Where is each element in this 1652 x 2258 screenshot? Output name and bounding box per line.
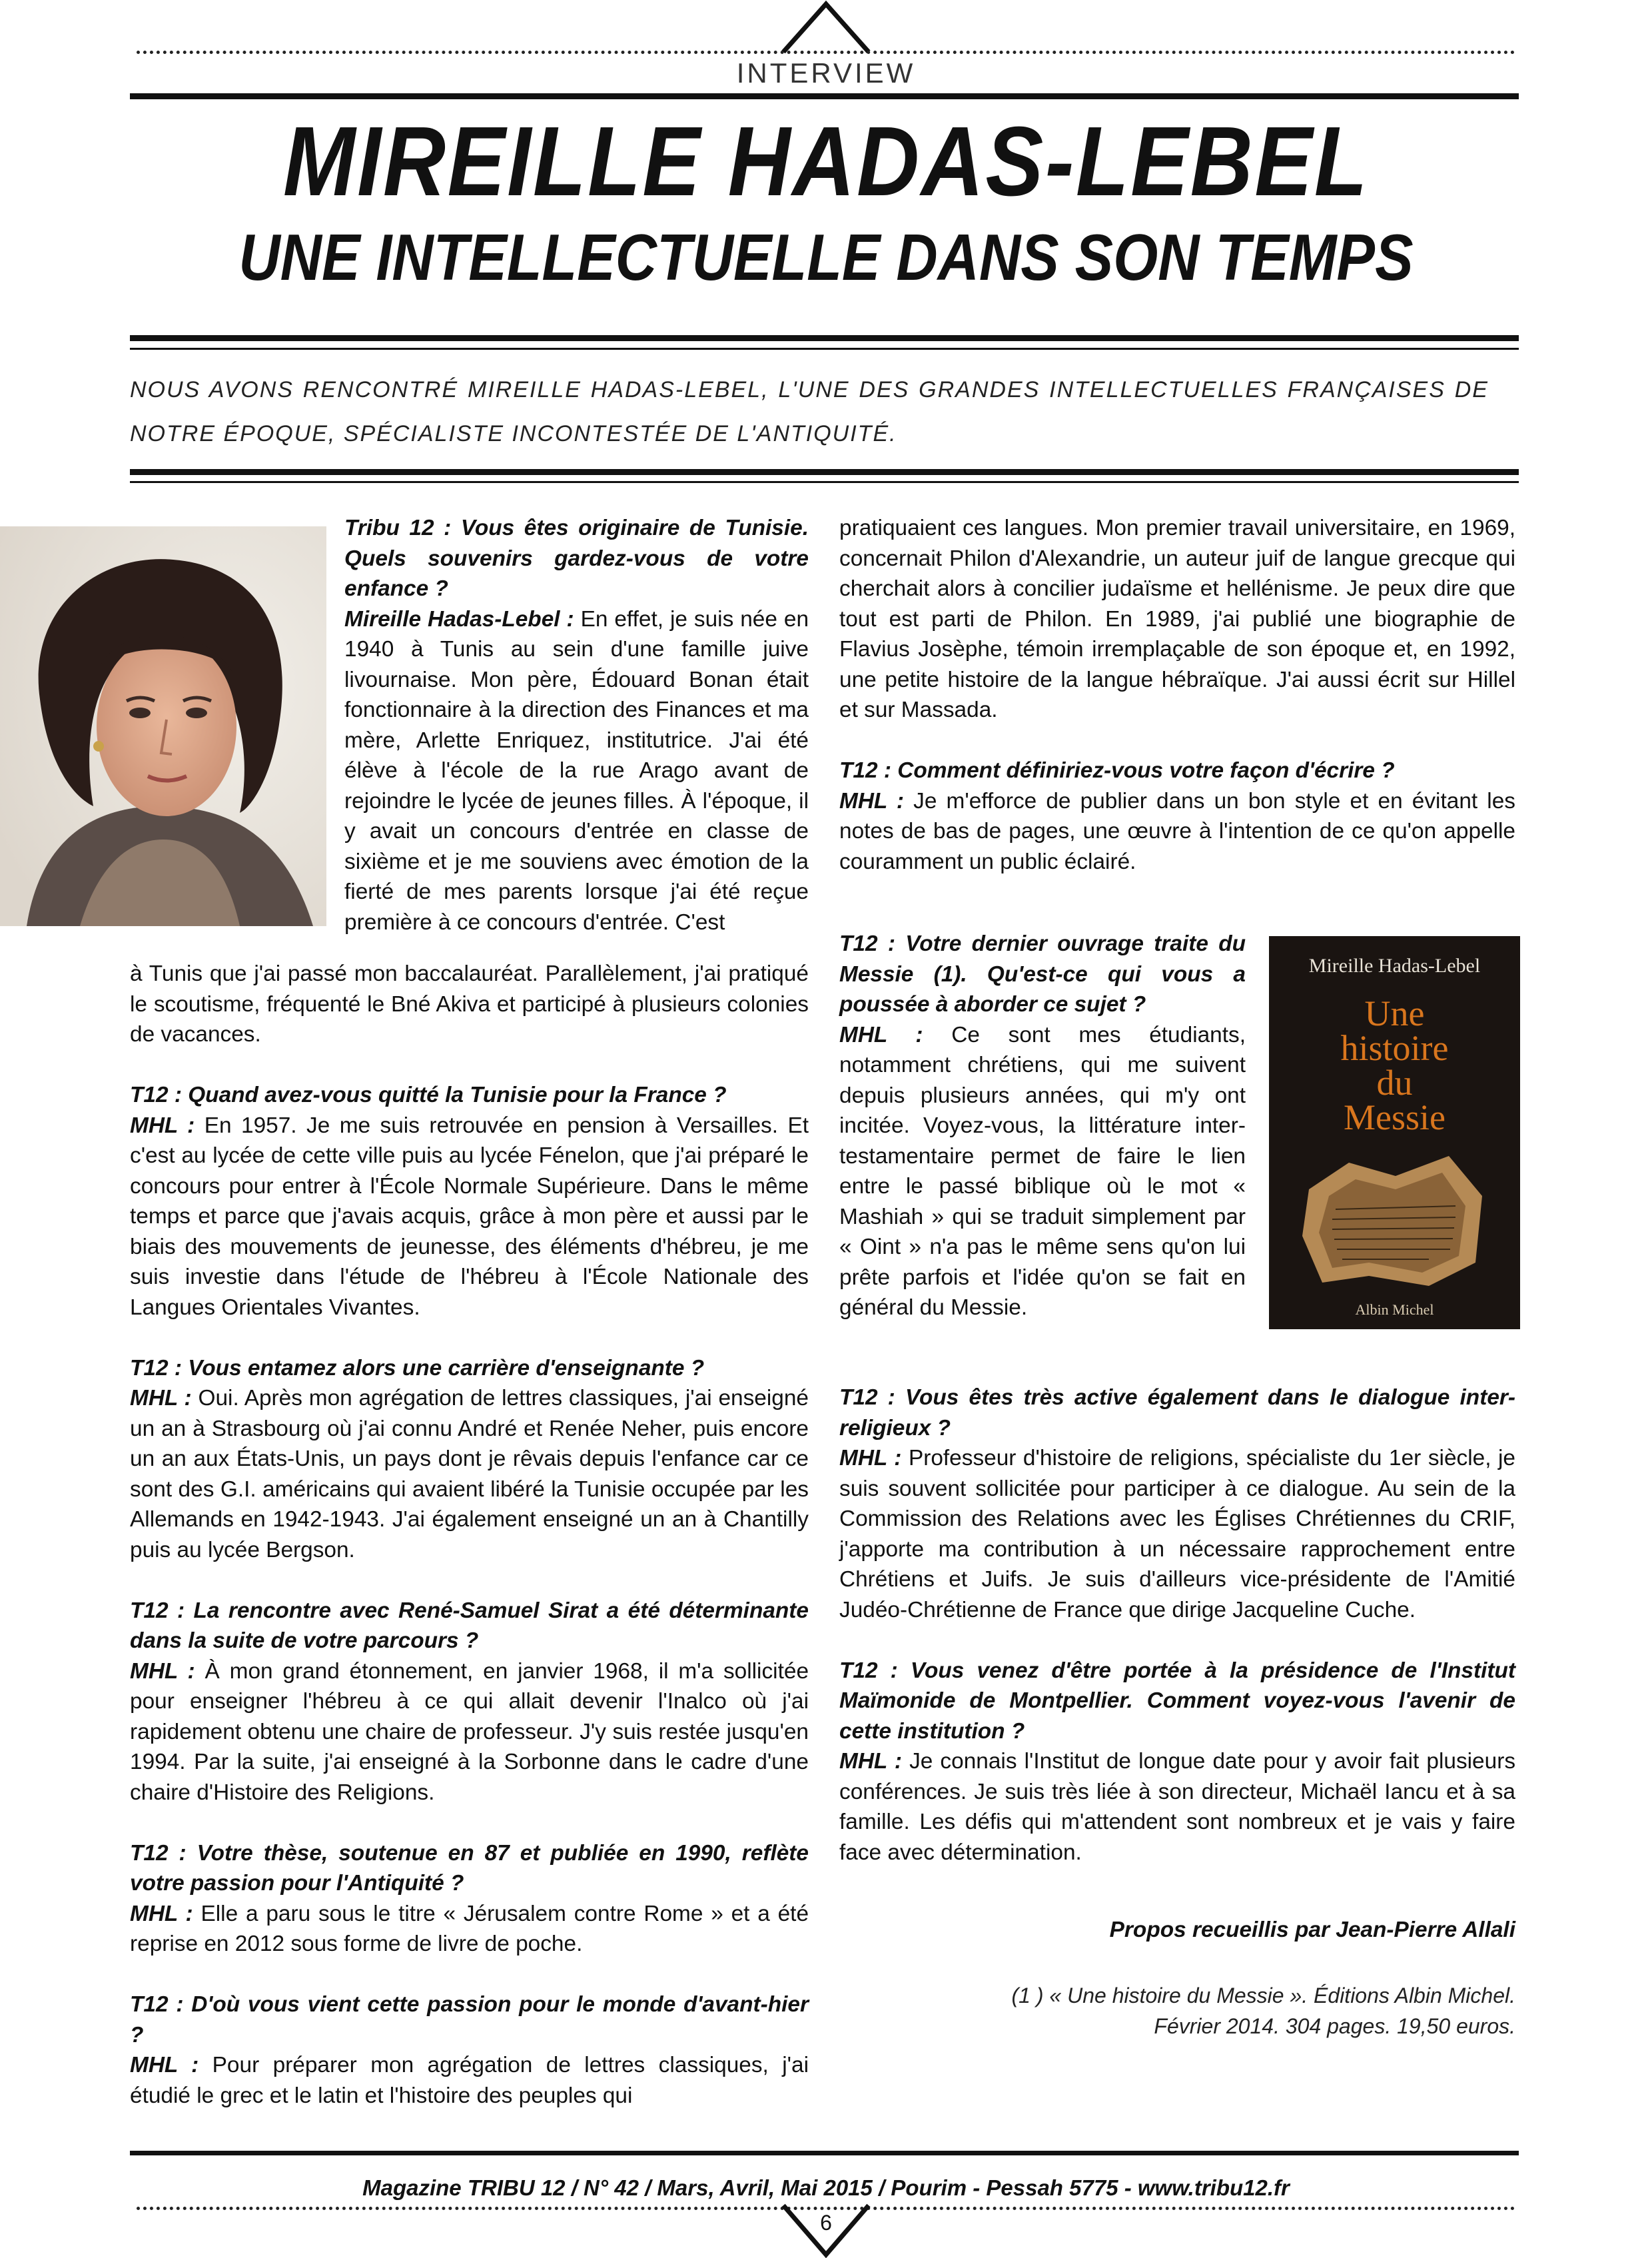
portrait-photo: [0, 526, 326, 926]
answer-10: Je connais l'Institut de longue date pour y avoir fait plusieurs conférences. Je suis très liée à son directeur, Michaël Iancu et à sa famille. Les défis qui m'attendent sont nombreux et je vais y faire face avec détermination.: [839, 1749, 1516, 1865]
question-2: T12 : Quand avez-vous quitté la Tunisie pour la France ?: [130, 1083, 727, 1107]
intro-paragraph: NOUS AVONS RENCONTRÉ MIREILLE HADAS-LEBEL, L'UNE DES GRANDES INTELLECTUELLES FRANÇAISES DE NOTRE ÉPOQUE, SPÉCIALISTE INCONTESTÉE DE L'ANTIQUITÉ.: [130, 377, 1489, 446]
answer-1-top: En effet, je suis née en 1940 à Tunis au sein d'une famille juive livournaise. Mon père, Édouard Bonan était fonctionnaire à la direction des Finances et ma mère, Arlette Enriquez, institutrice. J'ai été élève à l'école de la rue Arago avant de rejoindre le lycée de jeunes filles. À l'époque, il y avait un concours d'entrée en classe de sixième et je me souviens avec émotion de la fierté de mes parents lorsque j'ai été reçue première à ce concours d'entrée. C'est: [344, 606, 809, 935]
headline-rule-thin: [130, 348, 1519, 350]
answer-1-speaker: Mireille Hadas-Lebel :: [344, 606, 574, 632]
headline-rule-thick: [130, 335, 1519, 341]
qa-block-10: [839, 1656, 1515, 1868]
footnote-line-2: Février 2014. 304 pages. 19,50 euros.: [1154, 2014, 1515, 2038]
answer-10-speaker: MHL :: [839, 1749, 902, 1774]
question-10: T12 : Vous venez d'être portée à la présidence de l'Institut Maïmonide de Montpellier. Comment voyez-vous l'avenir de cette institution ?: [839, 1658, 1515, 1744]
interview-credit: Propos recueillis par Jean-Pierre Allali: [1109, 1918, 1515, 1942]
answer-1-rest: à Tunis que j'ai passé mon baccalauréat. Parallèlement, j'ai pratiqué le scoutisme, fréquenté le Bné Akiva et participé à plusieurs colonies de vacances.: [130, 961, 809, 1047]
footer-rule: [130, 2151, 1519, 2155]
question-3: T12 : Vous entamez alors une carrière d'enseignante ?: [130, 1355, 705, 1381]
top-dotted-rule: [137, 51, 1515, 54]
right-column-top: [839, 513, 1515, 907]
answer-5-speaker: MHL :: [130, 1901, 193, 1926]
book-title-line-1: Une: [1364, 993, 1425, 1033]
answer-6-continued: pratiquaient ces langues. Mon premier travail universitaire, en 1969, concernait Philon d'Alexandrie, un auteur juif de langue grecque qui cherchait alors à concilier judaïsme et hellénisme. Je peux dire que tout est parti de Philon. En 1989, j'ai publié une biographie de Flavius Josèphe, témoin irremplaçable de son époque et, en 1992, une petite histoire de la langue hébraïque. J'ai aussi écrit sur Hillel et sur Massada.: [839, 516, 1515, 722]
qa-block-9: [839, 1383, 1515, 1625]
qa-block-4: [130, 1596, 809, 1808]
book-cover-image: [1269, 936, 1520, 1329]
section-label: INTERVIEW: [736, 57, 916, 89]
answer-4: À mon grand étonnement, en janvier 1968, il m'a sollicitée pour enseigner l'hébreu à ce qui allait devenir l'Inalco où j'ai rapidement obtenu une chaire de professeur. J'y suis restée jusqu'en 1994. Par la suite, j'ai enseigné à la Sorbonne dans le cadre d'une chaire d'Histoire des Religions.: [130, 1658, 809, 1805]
book-title: [1269, 993, 1520, 1137]
left-column: [130, 959, 809, 2141]
book-title-line-3: du: [1376, 1063, 1413, 1103]
question-6: T12 : D'où vous vient cette passion pour le monde d'avant-hier ?: [130, 1992, 809, 2047]
question-4: T12 : La rencontre avec René-Samuel Sirat a été déterminante dans la suite de votre parcours ?: [130, 1598, 809, 1653]
question-5: T12 : Votre thèse, soutenue en 87 et publiée en 1990, reflète votre passion pour l'Antiquité ?: [130, 1840, 809, 1896]
right-column-bottom: [839, 1383, 1515, 1898]
answer-4-speaker: MHL :: [130, 1658, 195, 1684]
qa-block-5: [130, 1838, 809, 1960]
left-column-top: [344, 513, 809, 937]
top-rule: [130, 93, 1519, 99]
question-1: Tribu 12 : Vous êtes originaire de Tunisie. Quels souvenirs gardez-vous de votre enfance ?: [344, 516, 809, 601]
question-7: T12 : Comment définiriez-vous votre façon d'écrire ?: [839, 758, 1395, 783]
page-number: 6: [820, 2211, 832, 2235]
footnote-line-1: (1 ) « Une histoire du Messie ». Éditions Albin Michel.: [1011, 1983, 1515, 2007]
headline: MIREILLE HADAS-LEBEL: [282, 107, 1370, 217]
qa-block-2: [130, 1080, 809, 1323]
answer-2-speaker: MHL :: [130, 1113, 195, 1138]
book-publisher: Albin Michel: [1355, 1301, 1434, 1318]
answer-9: Professeur d'histoire de religions, spécialiste du 1er siècle, je suis souvent sollicitée pour participer à ce dialogue. Au sein de la Commission des Relations avec les Églises Chrétiennes du CRIF, j'apporte ma contribution à un nécessaire rapprochement entre Chrétiens et Juifs. Je suis d'ailleurs vice-présidente de l'Amitié Judéo-Chrétienne de France que dirige Jacqueline Cuche.: [839, 1446, 1515, 1622]
question-8: T12 : Votre dernier ouvrage traite du Messie (1). Qu'est-ce qui vous a poussée à aborder ce sujet ?: [839, 931, 1246, 1017]
qa-block-6: [130, 1989, 809, 2111]
answer-6: Pour préparer mon agrégation de lettres classiques, j'ai étudié le grec et le latin et l'histoire des peuples qui: [130, 2053, 809, 2108]
answer-9-speaker: MHL :: [839, 1446, 902, 1470]
answer-8: Ce sont mes étudiants, notamment chrétiens, qui me suivent depuis plusieurs années, qui m'y ont incitée. Voyez-vous, la littérature inter-testamentaire permet de faire le lien entre le passé biblique où le mot « Mashiah » qui se traduit simplement par « Oint » n'a pas le même sens qu'on lui prête parfois et l'idée qu'on se fait en général du Messie.: [839, 1022, 1246, 1320]
footer-text: Magazine TRIBU 12 / N° 42 / Mars, Avril, Mai 2015 / Pourim - Pessah 5775 - www.tribu12.fr: [362, 2175, 1290, 2200]
answer-3: Oui. Après mon agrégation de lettres classiques, j'ai enseigné un an à Strasbourg où j'ai connu André et Renée Neher, puis encore un an aux États-Unis, un pays dont je rêvais depuis l'enfance car ce sont des G.I. américains qui avaient libéré la Tunisie occupée par les Allemands en 1942-1943. J'ai également enseigné un an à Chantilly puis au lycée Bergson.: [130, 1386, 809, 1562]
qa-block-3: [130, 1353, 809, 1566]
intro-rule-thin: [130, 481, 1519, 483]
qa-block-7: [839, 756, 1515, 877]
book-title-line-2: histoire: [1340, 1028, 1449, 1068]
right-column-middle: [839, 929, 1246, 1323]
book-title-line-4: Messie: [1344, 1097, 1446, 1137]
top-triangle-ornament: [779, 0, 873, 53]
answer-5: Elle a paru sous le titre « Jérusalem contre Rome » et a été reprise en 2012 sous forme de livre de poche.: [130, 1901, 809, 1956]
book-scroll-fragment-illustration: [1296, 1149, 1495, 1293]
footnote: [839, 1980, 1515, 2041]
answer-7: Je m'efforce de publier dans un bon style et en évitant les notes de bas de pages, une œuvre à l'intention de ce qu'on appelle couramment un public éclairé.: [839, 788, 1515, 874]
intro-rule-thick: [130, 469, 1519, 475]
answer-7-speaker: MHL :: [839, 788, 904, 814]
book-author: Mireille Hadas-Lebel: [1308, 955, 1481, 977]
answer-3-speaker: MHL :: [130, 1386, 192, 1411]
answer-8-speaker: MHL :: [839, 1022, 923, 1047]
answer-6-speaker: MHL :: [130, 2053, 199, 2077]
question-9: T12 : Vous êtes très active également dans le dialogue inter-religieux ?: [839, 1385, 1515, 1440]
answer-2: En 1957. Je me suis retrouvée en pension à Versailles. Et c'est au lycée de cette ville puis au lycée Fénelon, que j'ai préparé le concours pour entrer à l'École Normale Supérieure. Dans le même temps et parce que j'avais acquis, grâce à mon père et aussi par le biais des mouvements de jeunesse, des éléments d'hébreu, je me suis investie dans l'étude de l'hébreu à l'École Nationale des Langues Orientales Vivantes.: [130, 1113, 809, 1320]
subheadline: UNE INTELLECTUELLE DANS SON TEMPS: [238, 221, 1414, 294]
